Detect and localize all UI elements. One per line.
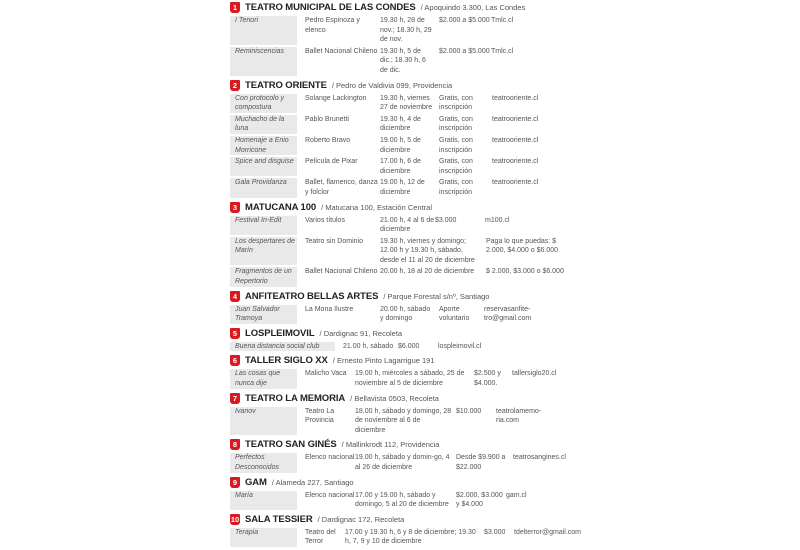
- event-schedule: 19.00 h, sábado y domin-go, 4 al 26 de diciembre: [355, 454, 450, 471]
- venue-number-badge: 6: [230, 355, 240, 366]
- event-artist: Solange Lackington: [305, 94, 367, 102]
- event-row: [230, 46, 575, 77]
- venue-header: [230, 201, 575, 214]
- event-price: Gratis, con inscripción: [439, 158, 473, 175]
- event-price: $2.000 a $5.000: [439, 47, 490, 55]
- theater-listing: [230, 1, 582, 550]
- venue-address: / Apoquindo 3.300, Las Condes: [420, 3, 526, 12]
- event-schedule: 19.30 h, 5 de dic.; 18.30 h, 6 de dic.: [380, 47, 426, 74]
- event-price: $2.500 y $4.000.: [474, 370, 501, 388]
- event-artist: La Mona Ilustre: [305, 305, 354, 313]
- event-row: [230, 368, 575, 389]
- event-row: [230, 490, 575, 511]
- event-schedule: 19.30 h, 4 de diciembre: [380, 115, 421, 133]
- event-artist: Película de Pixar: [305, 158, 358, 166]
- venue-address: / Mallinkrodt 112, Providencia: [341, 440, 440, 450]
- event-title: Gala Providanza: [230, 178, 297, 197]
- venue-section: [230, 392, 575, 437]
- event-title: Festival In-Edit: [230, 216, 297, 235]
- event-contact[interactable]: tallersiglo20.cl: [512, 370, 557, 378]
- venue-name: TEATRO SAN GINÉS: [245, 439, 337, 451]
- venue-address: / Matucana 100, Estación Central: [321, 202, 433, 212]
- event-contact[interactable]: gam.cl: [506, 491, 527, 499]
- event-contact[interactable]: teatrolamemo-ria.com: [496, 407, 542, 425]
- event-row: [230, 215, 575, 236]
- venue-number-badge: 4: [230, 291, 240, 302]
- venue-number-badge: 1: [230, 2, 240, 13]
- venue-name: GAM: [245, 476, 267, 488]
- venue-section: [230, 1, 575, 77]
- event-title: Perfectos Desconocidos: [230, 453, 297, 472]
- venue-section: [230, 513, 582, 548]
- event-schedule: 19.30 h, viernes y domingo; 12.00 h y 19.30 h, sábado, desde el 11 al 20 de diciembre: [380, 237, 475, 264]
- event-row: [230, 236, 575, 267]
- event-title: I Tenori: [230, 16, 297, 45]
- event-price: Aporte voluntario: [439, 305, 470, 323]
- venue-header: [230, 1, 575, 14]
- event-schedule: 21.00 h, sábado: [343, 342, 394, 350]
- event-title: Homenaje a Enio Morricone: [230, 136, 297, 155]
- event-contact[interactable]: Tmlc.cl: [491, 17, 514, 24]
- event-row: [230, 93, 575, 114]
- venue-address: / Dardignac 91, Recoleta: [319, 328, 403, 338]
- venue-number-badge: 10: [230, 514, 240, 524]
- venue-name: TEATRO LA MEMORIA: [245, 392, 346, 404]
- event-schedule: 17.00 y 19.00 h, sábado y domingo, 5 al 20 de diciembre: [355, 491, 449, 509]
- event-title: Juan Salvador Tramoya: [230, 305, 297, 324]
- event-artist: Teatro sin Dominio: [305, 237, 363, 245]
- venue-name: SALA TESSIER: [245, 513, 313, 525]
- venue-number-badge: 8: [230, 439, 240, 450]
- event-contact[interactable]: teatrooriente.cl: [492, 136, 539, 144]
- event-price: $3.000: [484, 528, 506, 536]
- event-title: Buena distancia social club: [230, 342, 335, 352]
- event-artist: Elenco nacional: [305, 454, 355, 462]
- event-contact[interactable]: teatrooriente.cl: [492, 158, 539, 166]
- event-row: [230, 177, 575, 198]
- event-title: Muchacho de la luna: [230, 115, 297, 134]
- venue-section: [230, 354, 575, 389]
- venue-header: [230, 79, 575, 92]
- event-price: Desde $9.900 a $22.000: [456, 454, 506, 471]
- venue-section: [230, 327, 575, 353]
- venue-address: / Dardignac 172, Recoleta: [317, 514, 405, 524]
- event-contact[interactable]: teatrooriente.cl: [492, 94, 539, 102]
- venue-name: MATUCANA 100: [245, 201, 317, 213]
- event-price: Gratis, con inscripción: [439, 115, 473, 133]
- event-title: Fragmentos de un Repertorio: [230, 267, 297, 286]
- event-schedule: 19.30 h, viernes 27 de noviembre: [380, 94, 433, 112]
- venue-header: [230, 290, 575, 303]
- event-title: Ivanov: [230, 407, 297, 436]
- venue-header: [230, 392, 575, 405]
- event-artist: Pablo Brunetti: [305, 115, 349, 123]
- event-title: Spice and disguise: [230, 157, 297, 176]
- event-price: Gratis, con inscripción: [439, 94, 473, 112]
- event-row: [230, 156, 575, 177]
- event-price: $6.000: [398, 342, 420, 350]
- venue-number-badge: 9: [230, 477, 240, 488]
- venue-name: TEATRO MUNICIPAL DE LAS CONDES: [245, 2, 416, 13]
- venue-section: [230, 201, 575, 288]
- venue-address: / Pedro de Valdivia 099, Providencia: [331, 80, 453, 90]
- event-artist: Elenco nacional: [305, 491, 355, 499]
- event-contact[interactable]: teatrooriente.cl: [492, 115, 539, 123]
- venue-address: / Bellavista 0503, Recoleta: [350, 393, 439, 403]
- event-contact[interactable]: m100.cl: [485, 216, 510, 224]
- event-schedule: 17.00 h, 6 de diciembre: [380, 158, 421, 175]
- venue-header: [230, 327, 575, 340]
- event-row: [230, 341, 575, 353]
- venue-header: [230, 513, 575, 526]
- event-row: [230, 114, 575, 135]
- event-schedule: 20.00 h, 18 al 20 de diciembre: [380, 268, 475, 276]
- event-price: Gratis, con inscripción: [439, 179, 473, 196]
- venue-number-badge: 5: [230, 328, 240, 339]
- venue-address: / Parque Forestal s/nº, Santiago: [383, 291, 490, 301]
- event-schedule: 18.00 h, sábado y domingo, 28 de noviembre al 6 de diciembre: [355, 407, 452, 434]
- venue-header: [230, 438, 575, 451]
- event-contact[interactable]: reservasanfite-tro@gmail.com: [484, 305, 532, 323]
- event-title: Las cosas que nunca dije: [230, 369, 297, 388]
- event-artist: Ballet Nacional Chileno: [305, 47, 378, 55]
- venue-address: / Ernesto Pinto Lagarrigue 191: [332, 356, 435, 366]
- event-price: Paga lo que puedas: $ 2.000, $4.000 o $6.000: [486, 237, 559, 255]
- event-schedule: 20.00 h, sábado y domingo: [380, 305, 431, 323]
- venue-address: / Alameda 227, Santiago: [271, 477, 354, 487]
- event-contact[interactable]: tdelterror@gmail.com: [514, 528, 582, 536]
- event-title: María: [230, 491, 297, 510]
- venue-section: [230, 290, 575, 325]
- event-artist: Ballet Nacional Chileno: [305, 268, 378, 276]
- event-artist: Teatro del Terror: [305, 528, 336, 546]
- event-title: Terapia: [230, 528, 297, 547]
- event-row: [230, 304, 575, 325]
- event-row: [230, 527, 582, 548]
- event-row: [230, 406, 575, 437]
- event-price: $10.000: [456, 407, 482, 415]
- event-contact[interactable]: teatrooriente.cl: [492, 179, 539, 187]
- event-price: $2.000 a $5.000: [439, 17, 490, 24]
- event-price: $2.000, $3.000 y $4.000: [456, 491, 503, 509]
- event-artist: Pedro Espinoza y elenco: [305, 17, 360, 34]
- event-schedule: 19.00 h, 12 de diciembre: [380, 179, 425, 196]
- event-contact[interactable]: Tmlc.cl: [491, 47, 514, 55]
- event-contact[interactable]: lospleimovil.cl: [438, 342, 482, 350]
- event-schedule: 19.00 h, 5 de diciembre: [380, 136, 421, 154]
- event-artist: Ballet, flamenco, danza y folclor: [305, 179, 378, 196]
- venue-header: [230, 354, 575, 367]
- event-schedule: 17.00 y 19.30 h, 6 y 8 de diciembre; 19.30 h, 7, 9 y 10 de diciembre: [345, 528, 476, 546]
- event-title: Los despertares de Marín: [230, 237, 297, 266]
- venue-header: [230, 476, 575, 489]
- event-schedule: 19.30 h, 28 de nov.; 18.30 h, 29 de nov.: [380, 17, 432, 44]
- event-contact[interactable]: teatrosangines.cl: [513, 454, 566, 462]
- event-artist: Varios títulos: [305, 216, 345, 224]
- venue-section: [230, 79, 575, 199]
- venue-number-badge: 7: [230, 393, 240, 404]
- event-price: $ 2.000, $3.000 o $6.000: [486, 268, 564, 276]
- venue-number-badge: 3: [230, 202, 240, 213]
- venue-name: TEATRO ORIENTE: [245, 79, 327, 91]
- event-row: [230, 135, 575, 156]
- event-price: Gratis, con inscripción: [439, 136, 473, 154]
- event-row: [230, 266, 575, 287]
- event-artist: Roberto Bravo: [305, 136, 351, 144]
- event-title: Con protocolo y compostura: [230, 94, 297, 113]
- venue-name: ANFITEATRO BELLAS ARTES: [245, 290, 379, 302]
- event-row: [230, 15, 575, 46]
- venue-name: TALLER SIGLO XX: [245, 355, 328, 367]
- venue-name: LOSPLEIMOVIL: [245, 327, 315, 339]
- event-artist: Teatro La Provincia: [305, 407, 335, 425]
- event-artist: Malicho Vaca: [305, 370, 347, 378]
- venue-number-badge: 2: [230, 80, 240, 91]
- event-row: [230, 452, 575, 473]
- event-schedule: 21.00 h, 4 al 6 de diciembre: [380, 216, 435, 234]
- venue-section: [230, 438, 575, 473]
- venue-section: [230, 476, 575, 511]
- event-price: $3.000: [435, 216, 457, 224]
- event-schedule: 19.00 h, miércoles a sábado, 25 de noviembre al 5 de diciembre: [355, 370, 465, 388]
- event-title: Reminiscencias: [230, 47, 297, 76]
